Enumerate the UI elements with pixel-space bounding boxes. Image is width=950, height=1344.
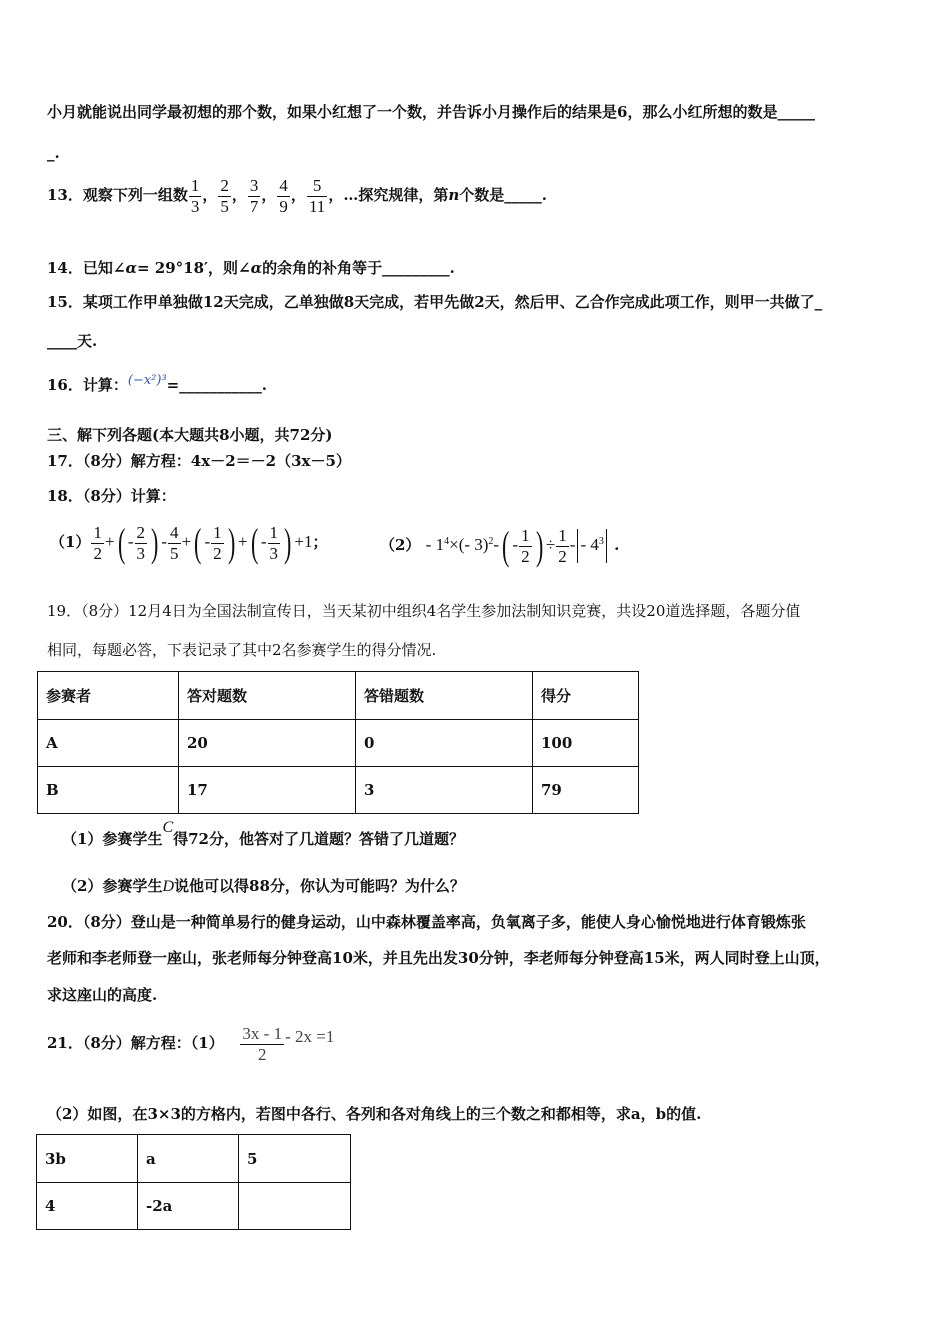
table-cell: B [38, 767, 179, 814]
table-row [38, 767, 639, 814]
table-cell: a [138, 1135, 239, 1183]
q20-line1: 20．（8分）登山是一种简单易行的健身运动，山中森林覆盖率高，负氧离子多，能使人身心愉悦地进行体育锻炼张 [47, 913, 806, 931]
q19-line1: 19．（8分）12月4日为全国法制宣传日，当天某初中组织4名学生参加法制知识竞赛，共设20道选择题，各题分值 [47, 602, 801, 620]
q13-fraction: $\frac{5}{11}$ [308, 175, 326, 216]
q19-sub1: （1）参赛学生C得72分，他答对了几道题？答错了几道题？ [62, 819, 465, 848]
table-cell [239, 1183, 351, 1230]
q20-line3: 求这座山的高度. [47, 986, 158, 1004]
q18-part2: $(2) - 1^4\times(-$ 3)$^2$-( - $\frac{1}{2}$ ) ÷ $\frac{1}{2}$ - - $4^3$ . [380, 523, 620, 568]
q18-part1: （1） $\frac{1}{2}$ +( - $\frac{2}{3}$ ) - $\frac{4}{5}$ +( - $\frac{1}{2}$ ) +( - $\frac{1}{3}$ ) +1； [50, 520, 328, 565]
q12-line1: 小月就能说出同学最初想的那个数，如果小红想了一个数，并告诉小月操作后的结果是6，那么小红所想的数是_____ [47, 103, 815, 121]
q18-title: 18．（8分）计算： [47, 487, 176, 505]
q16-expression: (−x²)³ [127, 373, 167, 388]
q21-part2: （2）如图，在3×3的方格内，若图中各行、各列和各对角线上的三个数之和都相等，求a，b的值. [47, 1105, 702, 1123]
table-cell: 3 [356, 767, 533, 814]
table-cell: 5 [239, 1135, 351, 1183]
q12-line2: _. [47, 144, 60, 162]
table-header: 得分 [533, 672, 639, 720]
section-3-title: 三、解下列各题(本大题共8小题，共72分) [47, 426, 333, 444]
q19-line2: 相同，每题必答，下表记录了其中2名参赛学生的得分情况. [47, 641, 437, 659]
score-table [37, 671, 639, 814]
table-cell: 3b [37, 1135, 138, 1183]
q13: 13．观察下列一组数 $\frac{1}{3}$ ， $\frac{2}{5}$ ， $\frac{3}{7}$ ， $\frac{4}{9}$ ， $\frac{5}{11}$ ，…探究规律，第n个数是_____. [47, 175, 547, 216]
table-cell: 100 [533, 720, 639, 767]
table-cell: A [38, 720, 179, 767]
table-cell: 0 [356, 720, 533, 767]
q20-line2: 老师和李老师登一座山，张老师每分钟登高10米，并且先出发30分钟，李老师每分钟登高15米，两人同时登上山顶， [47, 949, 830, 967]
table-cell: 20 [179, 720, 356, 767]
q15-line1: 15．某项工作甲单独做12天完成，乙单独做8天完成，若甲先做2天，然后甲、乙合作完成此项工作，则甲一共做了_ [47, 293, 823, 311]
magic-square [36, 1134, 351, 1230]
q19-sub2: （2）参赛学生D说他可以得88分，你认为可能吗？为什么？ [62, 877, 465, 895]
q13-fraction: $\frac{3}{7}$ [249, 175, 259, 216]
table-cell: 79 [533, 767, 639, 814]
table-cell: -2a [138, 1183, 239, 1230]
table-cell: 4 [37, 1183, 138, 1230]
table-header: 参赛者 [38, 672, 179, 720]
table-header: 答错题数 [356, 672, 533, 720]
table-cell: 17 [179, 767, 356, 814]
q13-fraction: $\frac{2}{5}$ [220, 175, 229, 216]
q16: 16．计算：(−x²)³=___________. [47, 373, 267, 394]
q13-fraction: $\frac{1}{3}$ [190, 175, 200, 216]
q21-part1: 21．（8分）解方程：（1） $\frac{3x - 1}{2}$ - 2x =1 [47, 1023, 335, 1064]
table-row [37, 1183, 351, 1230]
table-row [37, 1135, 351, 1183]
q17: 17．（8分）解方程：4x－2＝－2（3x－5） [47, 452, 351, 470]
q13-prefix: 13．观察下列一组数 [47, 186, 188, 204]
table-header-row [38, 672, 639, 720]
q13-fraction: $\frac{4}{9}$ [279, 175, 288, 216]
q15-line2: ____天. [47, 332, 98, 350]
table-header: 答对题数 [179, 672, 356, 720]
q14: 14．已知∠α= 29°18′，则∠α的余角的补角等于_________. [47, 259, 455, 277]
table-row [38, 720, 639, 767]
